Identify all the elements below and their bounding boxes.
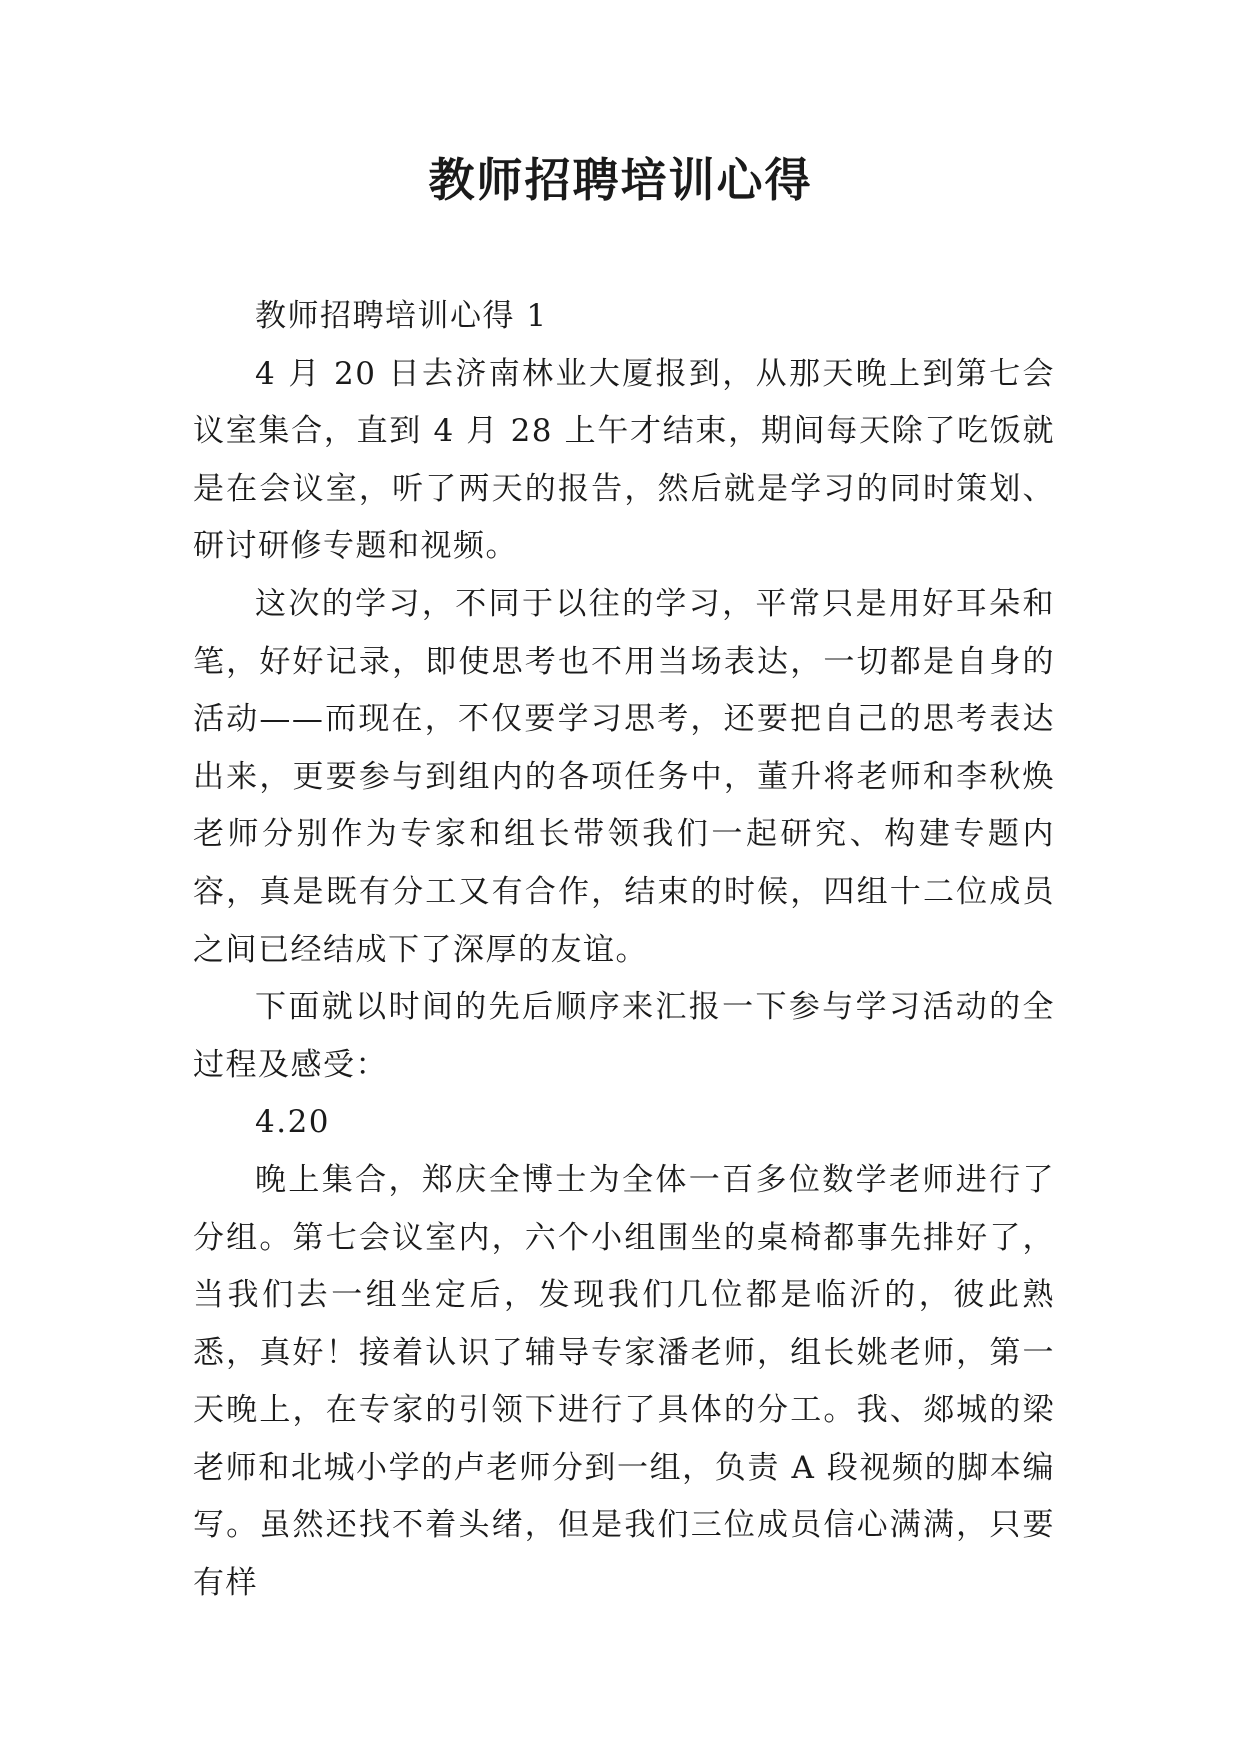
paragraph: 这次的学习，不同于以往的学习，平常只是用好耳朵和笔，好好记录，即使思考也不用当场表达，一切都是自身的活动——而现在，不仅要学习思考，还要把自己的思考表达出来，更要参与到组内的各项任务中，董升将老师和李秋焕老师分别作为专家和组长带领我们一起研究、构建专题内容，真是既有分工又有合作，结束的时候，四组十二位成员之间已经结成下了深厚的友谊。: [193, 585, 1055, 968]
paragraph: 晚上集合，郑庆全博士为全体一百多位数学老师进行了分组。第七会议室内，六个小组围坐的桌椅都事先排好了，当我们去一组坐定后，发现我们几位都是临沂的，彼此熟悉，真好！接着认识了辅导专家潘老师，组长姚老师，第一天晚上，在专家的引领下进行了具体的分工。我、郯城的梁老师和北城小学的卢老师分到一组，负责 A 段视频的脚本编写。虽然还找不着头绪，但是我们三位成员信心满满，只要有样: [193, 1161, 1055, 1602]
paragraph: 下面就以时间的先后顺序来汇报一下参与学习活动的全过程及感受：: [193, 989, 1055, 1083]
section-heading: 教师招聘培训心得 1: [255, 298, 548, 334]
document-body: [193, 288, 1055, 1613]
paragraph: 4 月 20 日去济南林业大厦报到，从那天晚上到第七会议室集合，直到 4 月 28 上午才结束，期间每天除了吃饭就是在会议室，听了两天的报告，然后就是学习的同时策划、研讨研修专题和视频。: [193, 355, 1055, 565]
document-title: 教师招聘培训心得: [428, 153, 813, 207]
date-heading: 4.20: [255, 1104, 331, 1141]
